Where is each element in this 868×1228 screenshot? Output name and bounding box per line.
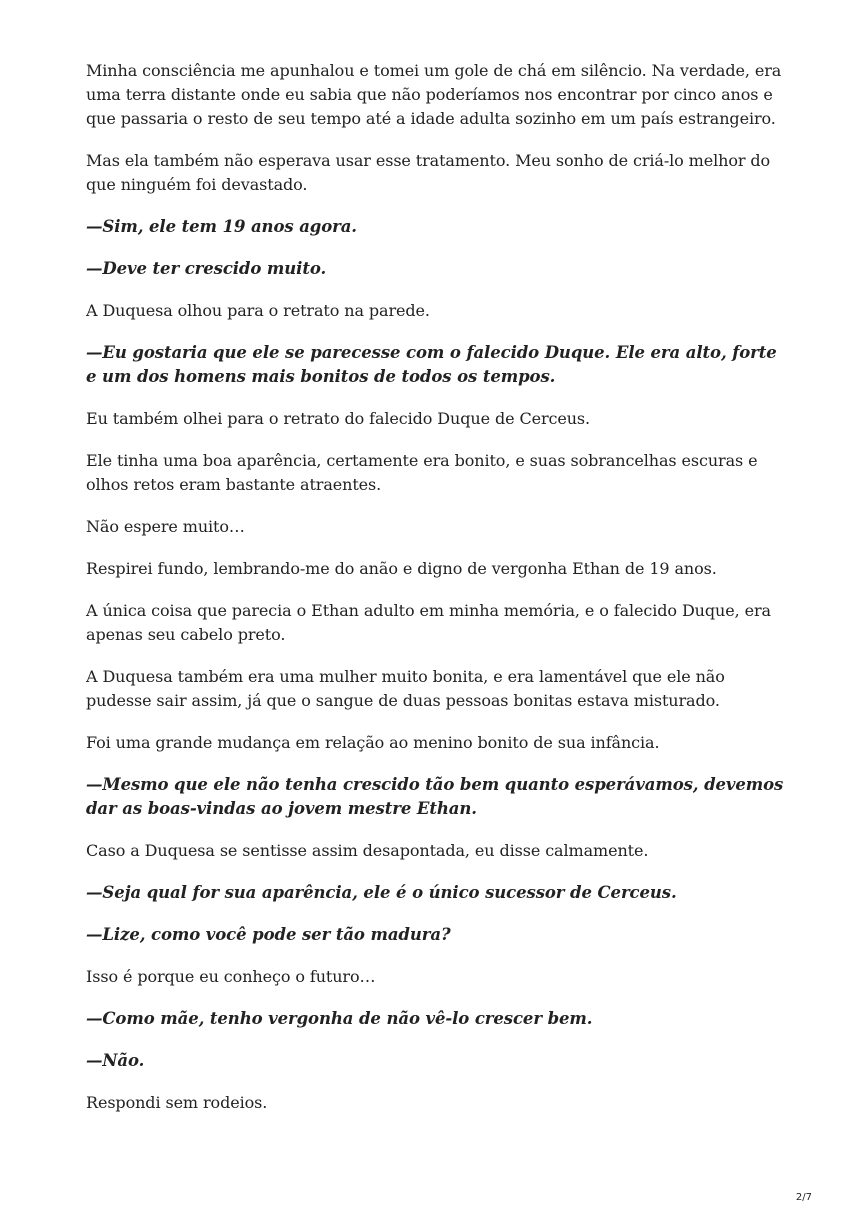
paragraph: Foi uma grande mudança em relação ao menino bonito de sua infância. [86,733,660,752]
paragraph: A Duquesa também era uma mulher muito bonita, e era lamentável que ele não pudesse sair assim, já que o sangue de duas pessoas bonitas estava misturado. [86,667,725,710]
paragraph: A única coisa que parecia o Ethan adulto em minha memória, e o falecido Duque, era apenas seu cabelo preto. [86,601,771,644]
dialogue-line: —Deve ter crescido muito. [86,259,327,278]
dialogue-line: —Sim, ele tem 19 anos agora. [86,217,357,236]
document-page [86,59,786,1133]
dialogue-line: —Não. [86,1051,145,1070]
paragraph: Eu também olhei para o retrato do falecido Duque de Cerceus. [86,409,591,428]
dialogue-line: —Mesmo que ele não tenha crescido tão bem quanto esperávamos, devemos dar as boas-vindas ao jovem mestre Ethan. [86,775,784,818]
paragraph: Mas ela também não esperava usar esse tratamento. Meu sonho de criá-lo melhor do que ninguém foi devastado. [86,151,771,194]
paragraph: Não espere muito… [86,517,245,536]
paragraph: Isso é porque eu conheço o futuro… [86,967,376,986]
page-number: 2/7 [795,1192,812,1203]
paragraph: Minha consciência me apunhalou e tomei um gole de chá em silêncio. Na verdade, era uma terra distante onde eu sabia que não poderíamos nos encontrar por cinco anos e que passaria o resto de seu tempo até a idade adulta sozinho em um país estrangeiro. [86,61,782,128]
paragraph: Respondi sem rodeios. [86,1093,268,1112]
dialogue-line: —Eu gostaria que ele se parecesse com o falecido Duque. Ele era alto, forte e um dos homens mais bonitos de todos os tempos. [86,343,777,386]
paragraph: Caso a Duquesa se sentisse assim desapontada, eu disse calmamente. [86,841,649,860]
dialogue-line: —Como mãe, tenho vergonha de não vê-lo crescer bem. [86,1009,593,1028]
dialogue-line: —Lize, como você pode ser tão madura? [86,925,451,944]
paragraph: A Duquesa olhou para o retrato na parede. [86,301,430,320]
paragraph: Ele tinha uma boa aparência, certamente era bonito, e suas sobrancelhas escuras e olhos retos eram bastante atraentes. [86,451,758,494]
paragraph: Respirei fundo, lembrando-me do anão e digno de vergonha Ethan de 19 anos. [86,559,717,578]
dialogue-line: —Seja qual for sua aparência, ele é o único sucessor de Cerceus. [86,883,677,902]
